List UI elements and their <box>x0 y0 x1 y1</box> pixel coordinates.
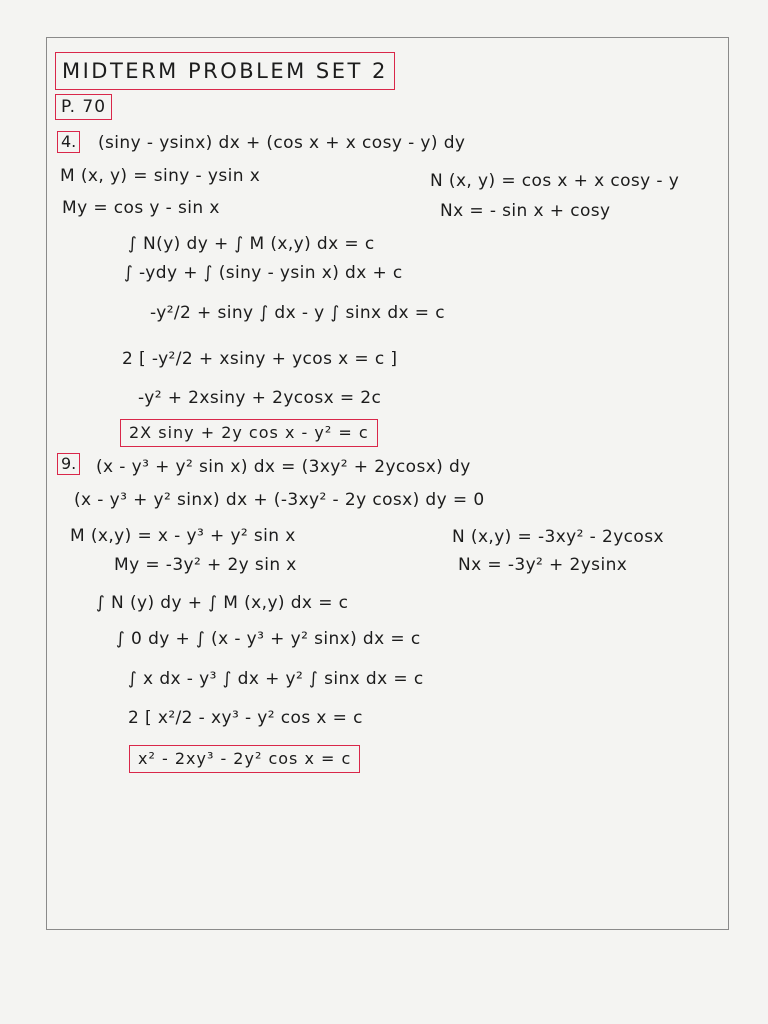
page-title: MIDTERM PROBLEM SET 2 <box>55 52 395 90</box>
problem-4-answer: 2X siny + 2y cos x - y² = c <box>120 419 378 447</box>
page-reference: P. 70 <box>55 94 112 120</box>
problem-4-step-3: -y²/2 + siny ∫ dx - y ∫ sinx dx = c <box>150 303 445 323</box>
problem-9-m-partial: My = -3y² + 2y sin x <box>114 555 297 575</box>
problem-4-equation: (siny - ysinx) dx + (cos x + x cosy - y) dy <box>98 133 466 153</box>
problem-4-m-definition: M (x, y) = siny - ysin x <box>60 166 261 186</box>
problem-9-n-definition: N (x,y) = -3xy² - 2ycosx <box>452 527 664 547</box>
problem-4-step-2: ∫ -ydy + ∫ (siny - ysin x) dx + c <box>124 263 403 283</box>
problem-9-rewritten: (x - y³ + y² sinx) dx + (-3xy² - 2y cosx) dy = 0 <box>74 490 485 510</box>
problem-4-step-1: ∫ N(y) dy + ∫ M (x,y) dx = c <box>128 234 375 254</box>
problem-4-step-5: -y² + 2xsiny + 2ycosx = 2c <box>138 388 382 408</box>
problem-4-n-definition: N (x, y) = cos x + x cosy - y <box>430 171 680 191</box>
problem-9-equation: (x - y³ + y² sin x) dx = (3xy² + 2ycosx) dy <box>96 457 471 477</box>
problem-9-step-4: 2 [ x²/2 - xy³ - y² cos x = c <box>128 708 363 728</box>
problem-9-answer: x² - 2xy³ - 2y² cos x = c <box>129 745 360 773</box>
problem-9-step-1: ∫ N (y) dy + ∫ M (x,y) dx = c <box>96 593 349 613</box>
problem-9-step-3: ∫ x dx - y³ ∫ dx + y² ∫ sinx dx = c <box>128 669 424 689</box>
problem-9-number: 9. <box>57 453 80 475</box>
problem-9-m-definition: M (x,y) = x - y³ + y² sin x <box>70 526 296 546</box>
problem-4-number: 4. <box>57 131 80 153</box>
problem-9-n-partial: Nx = -3y² + 2ysinx <box>458 555 628 575</box>
problem-4-m-partial: My = cos y - sin x <box>62 198 220 218</box>
problem-4-step-4: 2 [ -y²/2 + xsiny + ycos x = c ] <box>122 349 398 369</box>
problem-9-step-2: ∫ 0 dy + ∫ (x - y³ + y² sinx) dx = c <box>116 629 421 649</box>
problem-4-n-partial: Nx = - sin x + cosy <box>440 201 611 221</box>
